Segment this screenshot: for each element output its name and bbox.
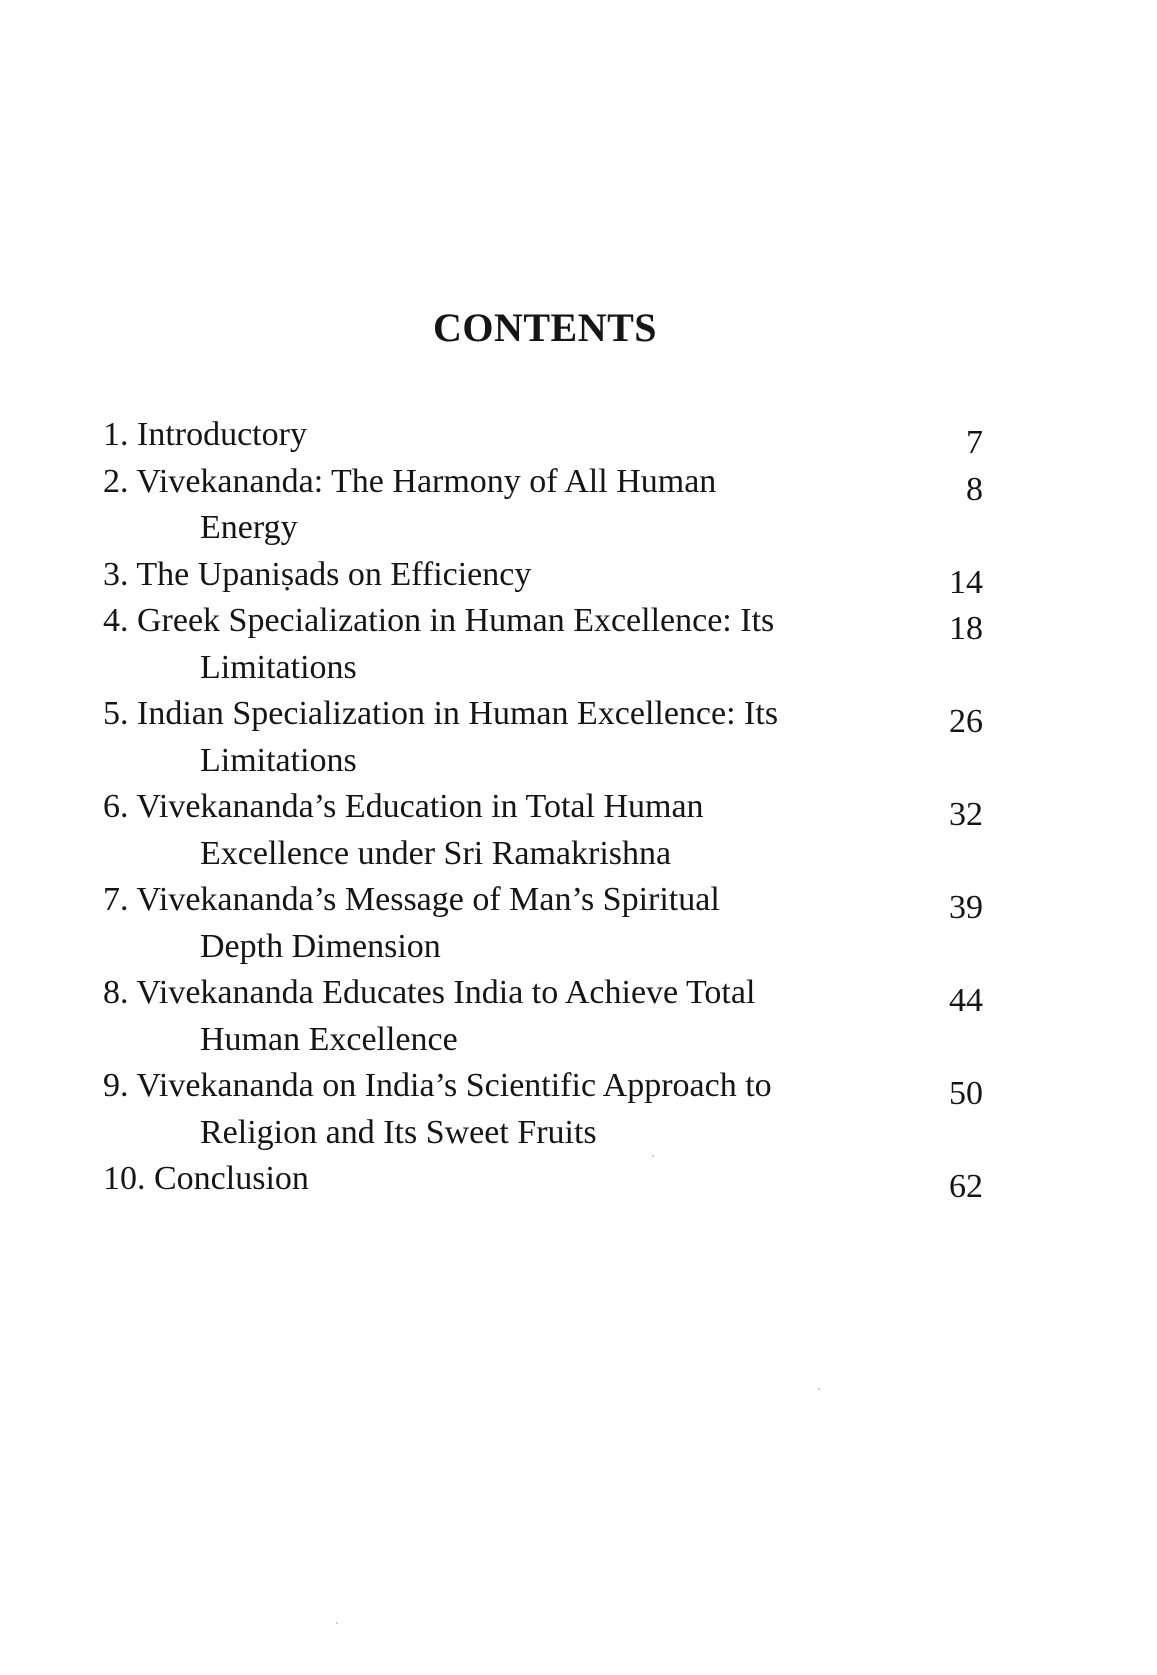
toc-entry-3 xyxy=(103,552,983,599)
toc-entry-7 xyxy=(103,877,983,970)
toc-entry-1 xyxy=(103,412,983,459)
toc-entry-page-number: 62 xyxy=(949,1168,983,1205)
toc-entry-page-number: 26 xyxy=(949,703,983,740)
toc-entry-title: 7. Vivekananda’s Message of Man’s Spiritual xyxy=(103,881,720,918)
toc-entry-title-continued: Depth Dimension xyxy=(200,927,441,965)
toc-entry-title: 8. Vivekananda Educates India to Achieve Total xyxy=(103,974,756,1011)
scan-speck xyxy=(818,1388,820,1390)
toc-entry-page-number: 7 xyxy=(966,424,983,461)
toc-entry-page-number: 50 xyxy=(949,1075,983,1112)
toc-entry-8 xyxy=(103,970,983,1063)
toc-entry-2 xyxy=(103,459,983,552)
toc-entry-title: 9. Vivekananda on India’s Scientific Approach to xyxy=(103,1067,772,1104)
toc-entry-title: 1. Introductory xyxy=(103,416,307,453)
toc-entry-title-continued: Limitations xyxy=(200,741,357,779)
toc-entry-title-continued: Human Excellence xyxy=(200,1020,458,1058)
scan-speck xyxy=(652,1155,654,1157)
toc-entry-title: 5. Indian Specialization in Human Excellence: Its xyxy=(103,695,779,732)
page-title: CONTENTS xyxy=(432,305,658,350)
toc-entry-page-number: 39 xyxy=(949,889,983,926)
toc-entry-title-continued: Religion and Its Sweet Fruits xyxy=(200,1113,597,1151)
toc-entry-9 xyxy=(103,1063,983,1156)
toc-entry-title-continued: Energy xyxy=(200,509,298,546)
toc-entry-page-number: 44 xyxy=(949,982,983,1019)
toc-entry-title: 4. Greek Specialization in Human Excellence: Its xyxy=(103,602,775,639)
toc-entry-page-number: 32 xyxy=(949,796,983,833)
toc-entry-title-continued: Limitations xyxy=(200,648,357,686)
toc-entry-10 xyxy=(103,1156,983,1203)
toc-entry-title-continued: Excellence under Sri Ramakrishna xyxy=(200,834,672,872)
toc-entry-page-number: 14 xyxy=(949,563,983,601)
toc-entry-page-number: 18 xyxy=(949,610,983,647)
toc-entry-4 xyxy=(103,598,983,691)
toc-entry-5 xyxy=(103,691,983,784)
toc-entry-title: 3. The Upaniṣads on Efficiency xyxy=(103,555,532,593)
toc-entry-title: 10. Conclusion xyxy=(103,1160,309,1197)
toc-entry-title: 2. Vivekananda: The Harmony of All Human xyxy=(103,462,717,500)
toc-entry-title: 6. Vivekananda’s Education in Total Human xyxy=(103,788,704,825)
toc-entry-page-number: 8 xyxy=(966,470,983,508)
toc-entry-6 xyxy=(103,784,983,877)
scan-speck xyxy=(336,1622,338,1624)
table-of-contents xyxy=(103,412,983,1203)
